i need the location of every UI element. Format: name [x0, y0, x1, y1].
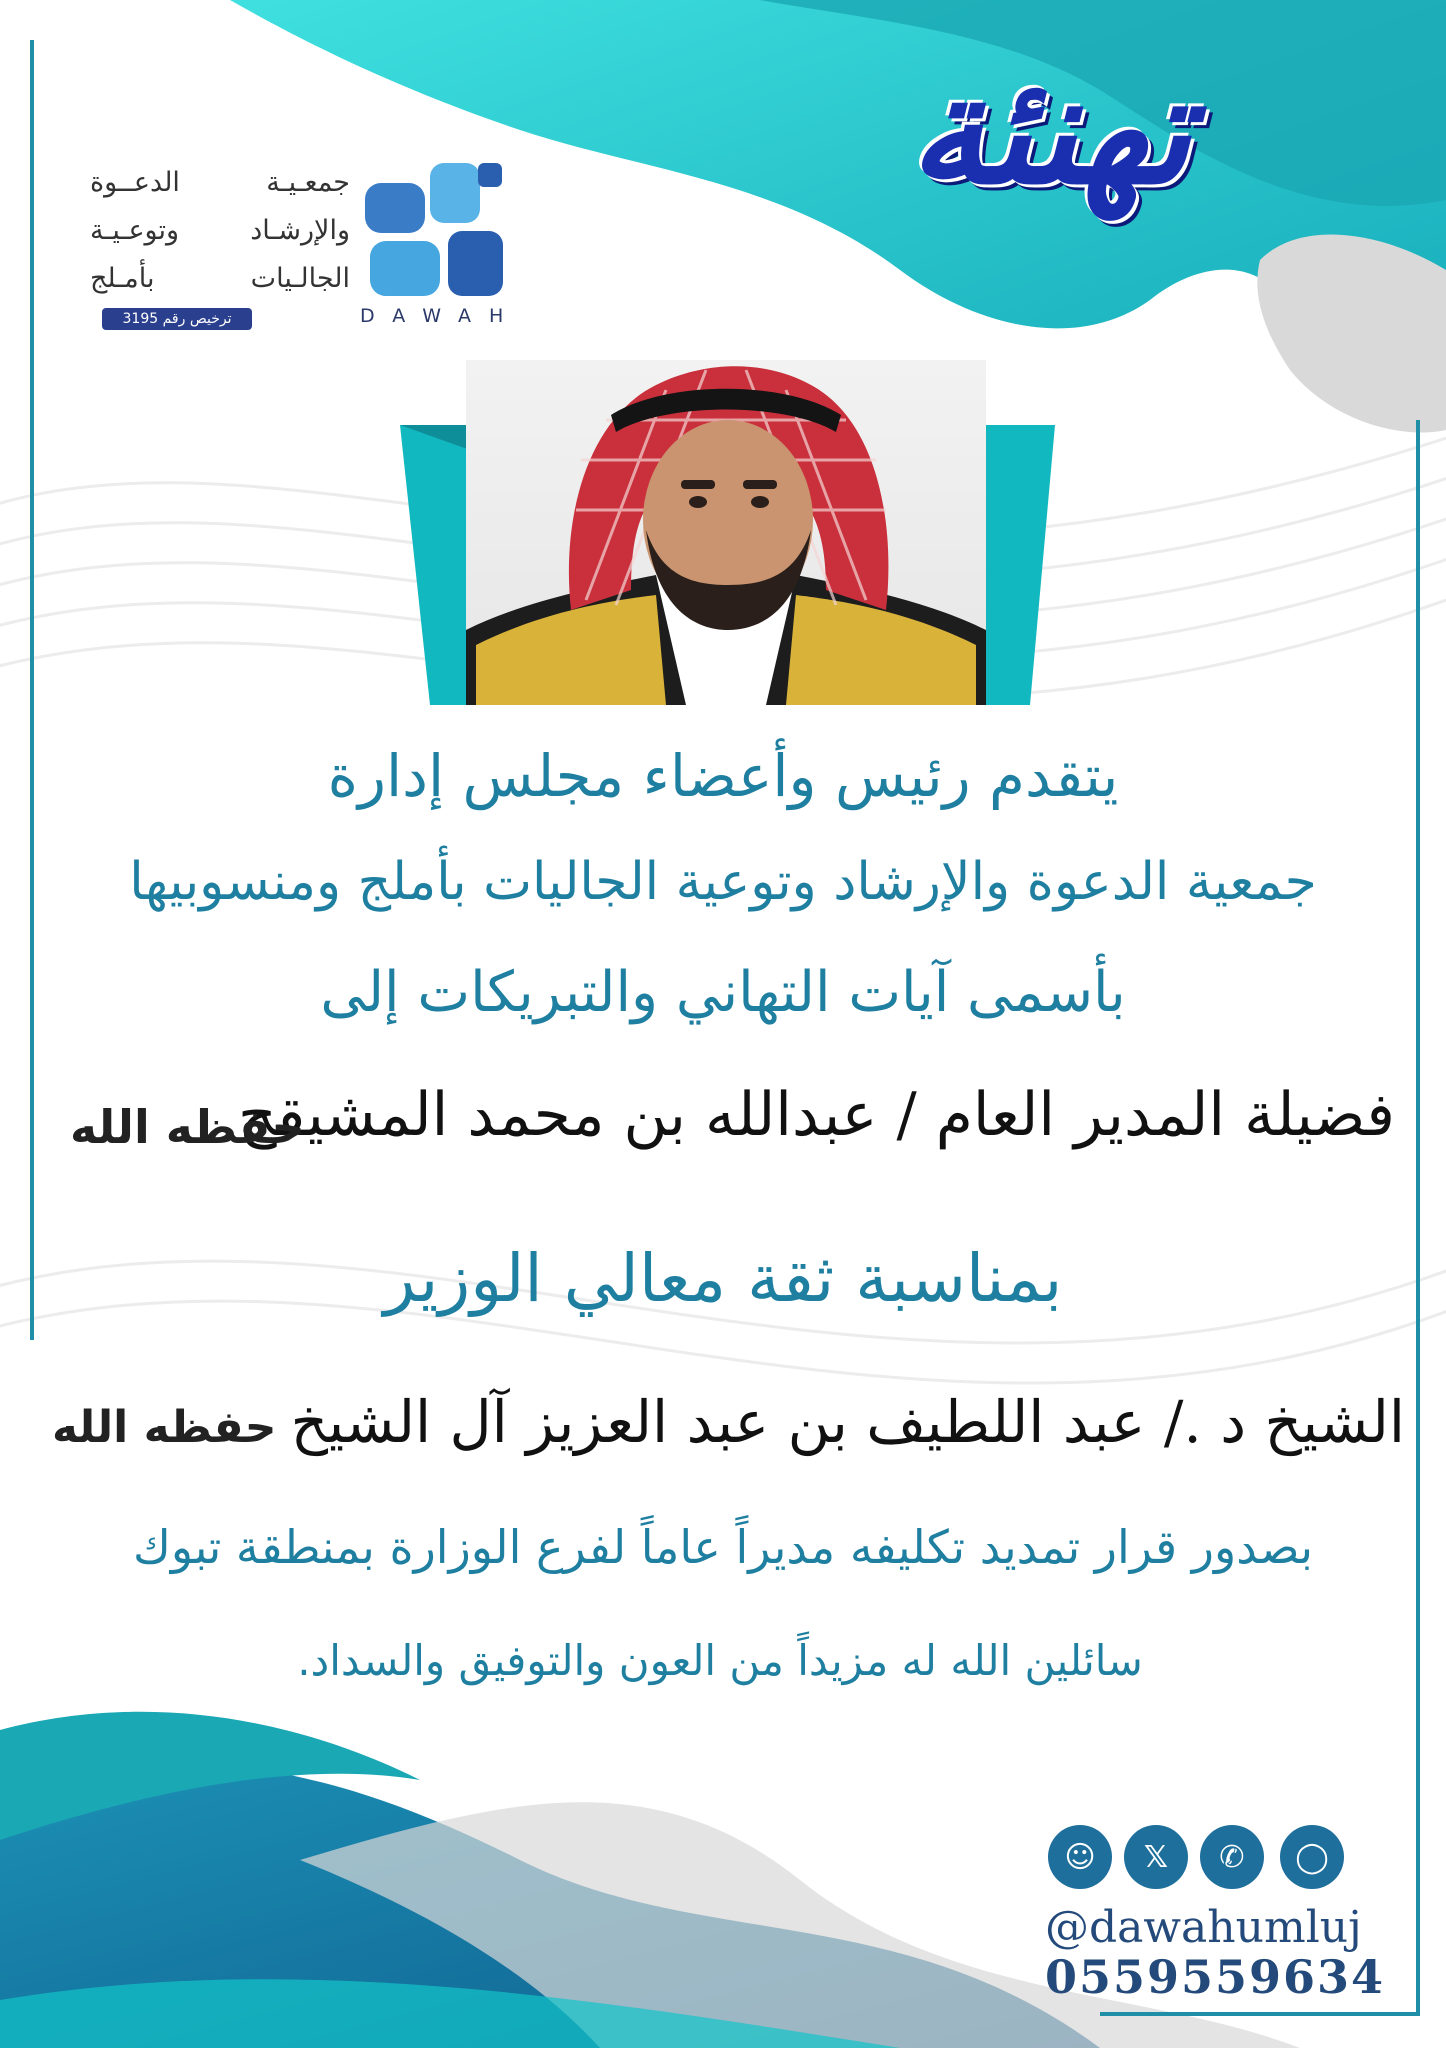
- decision-line: بصدور قرار تمديد تكليفه مديراً عاماً لفرع الوزارة بمنطقة تبوك: [132, 1520, 1314, 1574]
- logo-line-2: والإرشـاد وتوعـيـة: [90, 215, 350, 246]
- logo-brand-text: DAWAH: [360, 305, 522, 327]
- logo-line-3: الجالـيات بأمـلج: [90, 263, 350, 294]
- instagram-icon[interactable]: ◯: [1280, 1825, 1344, 1889]
- body-line-2: جمعية الدعوة والإرشاد وتوعية الجاليات بأملج ومنسوبيها: [129, 852, 1317, 912]
- honoree-blessing: حفظه الله: [70, 1100, 305, 1154]
- minister-name: الشيخ د ./ عبد اللطيف بن عبد العزيز آل الشيخ: [290, 1388, 1405, 1456]
- frame-right-line: [1416, 420, 1420, 2015]
- dawah-logo-mark: [360, 163, 510, 298]
- prayer-line: سائلين الله له مزيداً من العون والتوفيق والسداد.: [297, 1636, 1143, 1685]
- man-portrait-icon: [466, 360, 986, 705]
- frame-bottom-line: [1100, 2012, 1420, 2016]
- honoree-name: فضيلة المدير العام / عبدالله بن محمد المشيقح: [238, 1080, 1395, 1150]
- body-line-3: بأسمى آيات التهاني والتبريكات إلى: [320, 960, 1126, 1025]
- logo-line-1: جمعـيـة الدعــوة: [90, 167, 350, 198]
- body-line-1: يتقدم رئيس وأعضاء مجلس إدارة: [327, 742, 1119, 810]
- x-icon[interactable]: 𝕏: [1124, 1825, 1188, 1889]
- phone-number[interactable]: 0559559634: [1045, 1950, 1386, 2004]
- page-title: تهنئة: [909, 42, 1191, 218]
- title-banner: [860, 15, 1240, 245]
- social-handle[interactable]: @dawahumluj: [1045, 1902, 1362, 1953]
- occasion-line: بمناسبة ثقة معالي الوزير: [383, 1240, 1063, 1317]
- organization-logo: [60, 155, 522, 330]
- snapchat-icon[interactable]: ☺: [1048, 1825, 1112, 1889]
- portrait-photo: [466, 360, 986, 705]
- minister-blessing: حفظه الله: [52, 1402, 277, 1453]
- portrait-frame: [400, 360, 1060, 705]
- whatsapp-icon[interactable]: ✆: [1200, 1825, 1264, 1889]
- frame-left-line: [30, 40, 34, 1340]
- license-badge: ترخيص رقم 3195: [102, 308, 252, 330]
